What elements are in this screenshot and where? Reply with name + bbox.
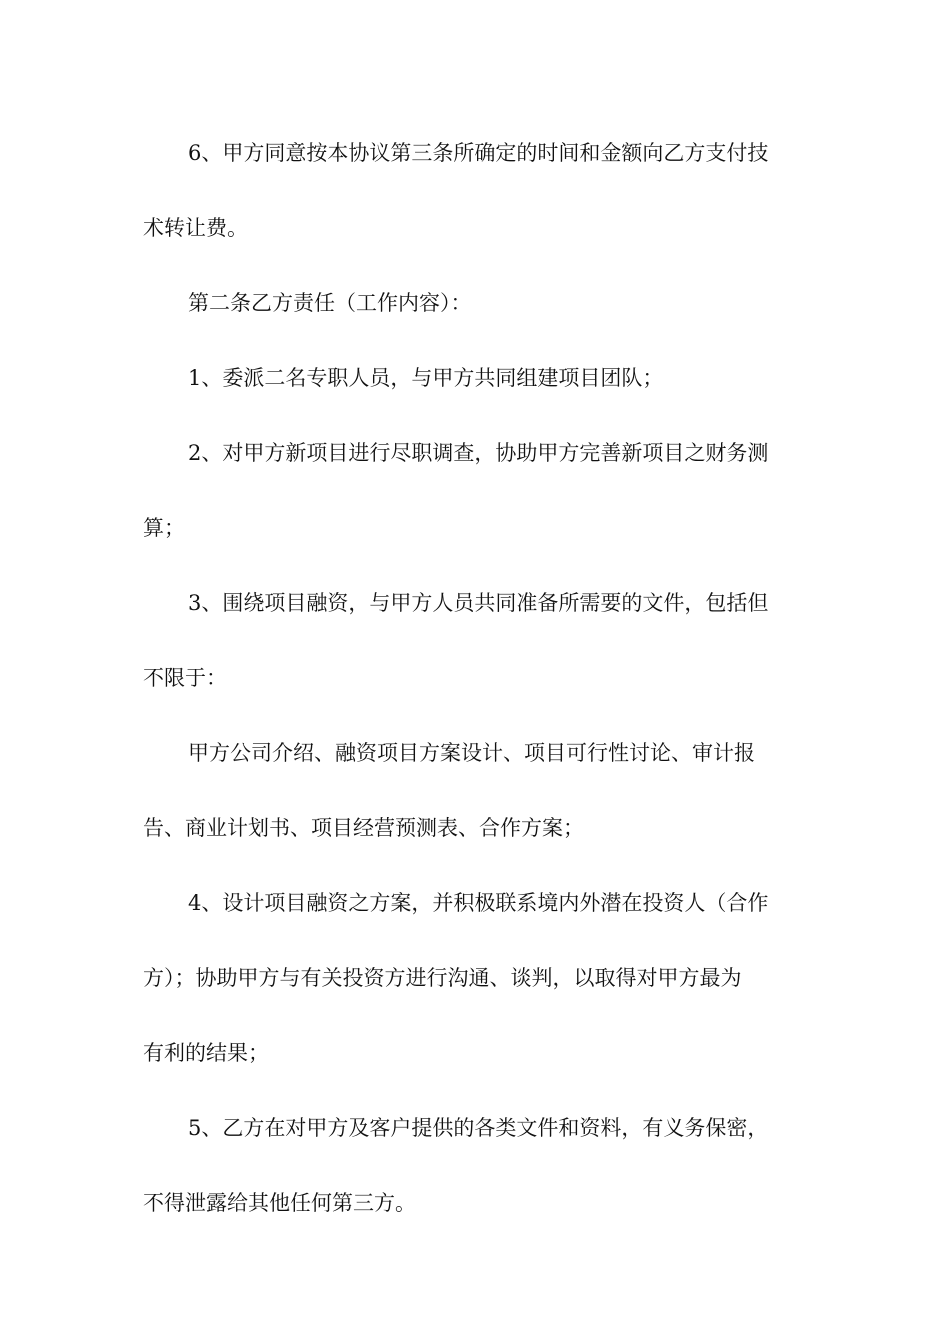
section-heading: 第二条乙方责任（工作内容）：: [188, 291, 472, 315]
item-4-line-2: 方）；协助甲方与有关投资方进行沟通、谈判，以取得对甲方最为: [143, 966, 742, 990]
paragraph-6-line-1: 6、甲方同意按本协议第三条所确定的时间和金额向乙方支付技: [188, 141, 769, 165]
item-2-line-2: 算；: [143, 516, 185, 540]
item-3-line-2: 不限于：: [143, 666, 227, 690]
item-3-line-1: 3、围绕项目融资，与甲方人员共同准备所需要的文件，包括但: [188, 591, 769, 615]
item-4-line-3: 有利的结果；: [143, 1041, 269, 1065]
item-5-line-2: 不得泄露给其他任何第三方。: [143, 1191, 416, 1215]
item-5-line-1: 5、乙方在对甲方及客户提供的各类文件和资料，有义务保密，: [188, 1116, 769, 1140]
item-3-detail-line-2: 告、商业计划书、项目经营预测表、合作方案；: [143, 816, 584, 840]
item-3-detail-line-1: 甲方公司介绍、融资项目方案设计、项目可行性讨论、审计报: [188, 741, 755, 765]
item-4-line-1: 4、设计项目融资之方案，并积极联系境内外潜在投资人（合作: [188, 891, 769, 915]
item-1-line-1: 1、委派二名专职人员，与甲方共同组建项目团队；: [188, 366, 664, 390]
paragraph-6-line-2: 术转让费。: [143, 216, 248, 240]
item-2-line-1: 2、对甲方新项目进行尽职调查，协助甲方完善新项目之财务测: [188, 441, 769, 465]
